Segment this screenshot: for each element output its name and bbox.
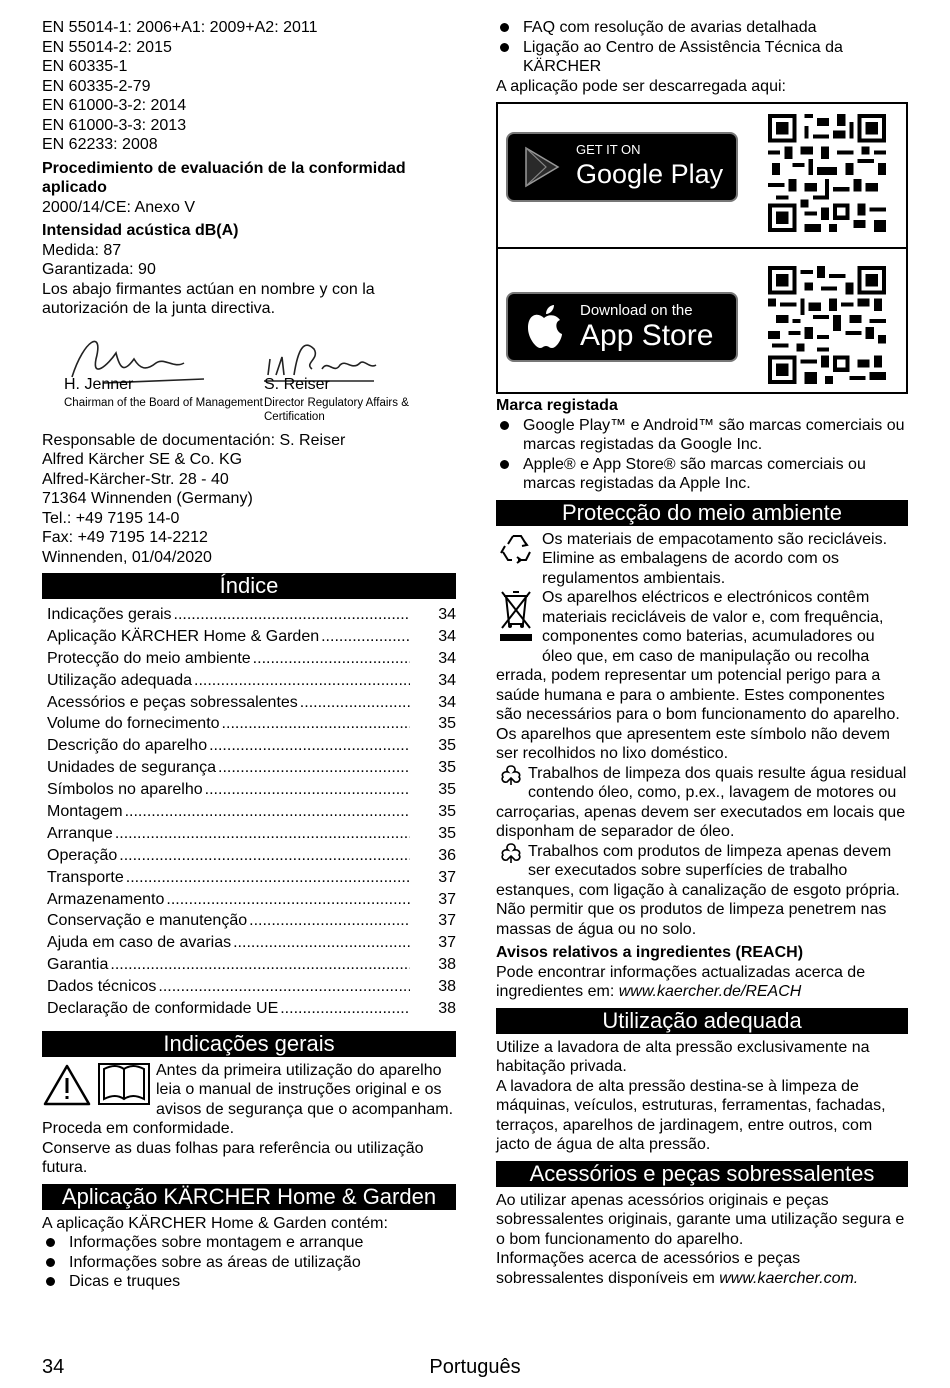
env-paragraph-3: Trabalhos de limpeza dos quais resulte água residual contendo óleo, como, p.ex., lavagem de motores ou carroçarias, apenas devem ser executados em locais que disponham de separador de óleo.: [496, 764, 907, 840]
toc-page: 35: [438, 759, 456, 777]
address-line: Alfred-Kärcher-Str. 28 - 40: [42, 470, 229, 488]
app-item: FAQ com resolução de avarias detalhada: [496, 18, 908, 38]
conformity-value: 2000/14/CE: Anexo V: [42, 198, 195, 216]
toc-page: 37: [438, 934, 456, 952]
accessories-link[interactable]: www.kaercher.com.: [719, 1269, 859, 1287]
toc-row[interactable]: [42, 605, 456, 627]
conformity-title: Procedimiento de evaluación de la conformidad aplicado: [42, 159, 406, 196]
sound-measured: Medida: 87: [42, 241, 122, 259]
manual-book-icon: [98, 1063, 150, 1105]
download-text: A aplicação pode ser descarregada aqui:: [496, 77, 786, 95]
toc-page: 34: [438, 649, 456, 667]
toc-page: 35: [438, 803, 456, 821]
app-item: Ligação ao Centro de Assistência Técnica da KÄRCHER: [496, 38, 908, 77]
app-item: Dicas e truques: [42, 1272, 456, 1292]
toc-row[interactable]: [42, 693, 456, 715]
apple-icon: [524, 304, 564, 350]
address-line: Winnenden, 01/04/2020: [42, 548, 212, 566]
address-line: Tel.: +49 7195 14-0: [42, 509, 180, 527]
general-section: [42, 1061, 456, 1178]
toc-page: 35: [438, 824, 456, 842]
toc-leader-dots: [222, 714, 410, 734]
toc-row[interactable]: [42, 758, 456, 780]
toc-row[interactable]: [42, 933, 456, 955]
toc-page: 35: [438, 737, 456, 755]
toc-row[interactable]: [42, 868, 456, 890]
toc-row[interactable]: [42, 714, 456, 736]
trademark-google: Google Play™ e Android™ são marcas comerciais ou marcas registadas da Google Inc.: [496, 416, 908, 455]
toc-page: 37: [438, 890, 456, 908]
toc-title: Declaração de conformidade UE: [47, 1000, 279, 1018]
toc-title: Acessórios e peças sobressalentes: [47, 693, 298, 711]
page-number: 34: [42, 1356, 65, 1378]
toc-leader-dots: [158, 977, 410, 997]
toc-title: Garantia: [47, 956, 109, 974]
env-paragraph-4: Trabalhos com produtos de limpeza apenas devem ser executados sobre superfícies de trabalho estanques, com ligação à canalização de esgoto própria. Não permitir que os produtos de limpeza penetrem nas massas de água ou no solo.: [496, 842, 900, 938]
toc-row[interactable]: [42, 671, 456, 693]
toc-title: Utilização adequada: [47, 671, 192, 689]
toc-page: 34: [438, 693, 456, 711]
toc-page: 37: [438, 912, 456, 930]
recycling-icon: [498, 532, 536, 568]
toc-page: 36: [438, 846, 456, 864]
qr-apple-image: [768, 266, 886, 384]
address-line: Alfred Kärcher SE & Co. KG: [42, 451, 243, 468]
app-store-small: Download on the: [580, 302, 693, 319]
warning-icon: [42, 1063, 92, 1107]
standard-line: EN 55014-1: 2006+A1: 2009+A2: 2011: [42, 19, 318, 36]
address-block: [42, 431, 456, 568]
left-column: [42, 18, 456, 1292]
toc-title: Conservação e manutenção: [47, 912, 248, 930]
store-box: [496, 102, 908, 394]
signer-2-title: Director Regulatory Affairs & Certification: [264, 396, 409, 423]
toc-title: Símbolos no aparelho: [47, 781, 203, 799]
signers-note: Los abajo firmantes actúan en nombre y con la autorización de la junta directiva.: [42, 280, 375, 317]
toc-title: Transporte: [47, 868, 124, 886]
toc-title: Indicações gerais: [47, 606, 172, 623]
toc-leader-dots: [253, 649, 410, 669]
toc-leader-dots: [249, 911, 410, 931]
toc-page: 38: [438, 1000, 456, 1018]
standard-line: EN 62233: 2008: [42, 136, 158, 153]
crossed-bin-icon: [500, 590, 532, 642]
toc-leader-dots: [233, 933, 410, 953]
toc-leader-dots: [280, 999, 410, 1019]
signer-1-name: H. Jenner: [64, 375, 134, 393]
google-play-badge[interactable]: [506, 132, 738, 202]
store-box-divider: [498, 247, 906, 249]
toc-title: Descrição do aparelho: [47, 737, 208, 755]
toc-leader-dots: [209, 736, 410, 756]
standard-line: EN 60335-1: [42, 58, 128, 75]
standard-line: EN 61000-3-3: 2013: [42, 116, 187, 134]
toc-leader-dots: [300, 693, 410, 713]
toc-row[interactable]: [42, 780, 456, 802]
toc-title: Armazenamento: [47, 890, 165, 908]
app-store-big: App Store: [580, 319, 714, 352]
toc-row[interactable]: [42, 802, 456, 824]
qr-code-google: [768, 114, 886, 232]
reach-text: Pode encontrar informações actualizadas acerca de ingredientes em: www.kaercher.de/REACH: [496, 963, 866, 1000]
toc-row[interactable]: [42, 736, 456, 758]
toc-leader-dots: [174, 605, 410, 625]
toc-title: Montagem: [47, 803, 123, 821]
standard-line: EN 61000-3-2: 2014: [42, 97, 187, 114]
standards-list: [42, 18, 456, 155]
google-play-small: GET IT ON: [576, 142, 641, 157]
general-text-2: Conserve as duas folhas para referência ou utilização futura.: [42, 1139, 424, 1177]
toc-title: Protecção do meio ambiente: [47, 649, 251, 667]
toc-title: Aplicação KÄRCHER Home & Garden: [47, 627, 320, 645]
accessories-heading: Acessórios e peças sobressalentes: [496, 1161, 908, 1187]
toc-row[interactable]: [42, 824, 456, 846]
reach-title: Avisos relativos a ingredientes (REACH): [496, 944, 804, 961]
cleaning-agent-icon: [498, 842, 524, 864]
toc-title: Operação: [47, 846, 118, 864]
use-paragraph-2: A lavadora de alta pressão destina-se à limpeza de máquinas, veículos, estruturas, ferramentas, fachadas, terraços, aparelhos de jardinagem, entre outros, com jacto de água de alta pressão.: [496, 1077, 886, 1153]
toc-page: 35: [438, 781, 456, 799]
trademark-apple: Apple® e App Store® são marcas comerciais ou marcas registadas da Apple Inc.: [496, 455, 908, 494]
toc-leader-dots: [205, 780, 410, 800]
general-heading: Indicações gerais: [42, 1031, 456, 1057]
sound-title: Intensidad acústica dB(A): [42, 222, 239, 239]
address-line: Responsable de documentación: S. Reiser: [42, 431, 346, 449]
app-store-badge[interactable]: [506, 292, 738, 362]
toc-leader-dots: [125, 802, 410, 822]
index-heading: Índice: [42, 573, 456, 599]
google-play-icon: [522, 146, 562, 188]
toc-row[interactable]: [42, 649, 456, 671]
signer-2-name: S. Reiser: [264, 375, 330, 393]
acc-paragraph-1: Ao utilizar apenas acessórios originais e peças sobressalentes originais, garante uma utilização segura e o bom funcionamento do aparelho.: [496, 1191, 905, 1248]
toc-leader-dots: [126, 868, 410, 888]
reach-link[interactable]: www.kaercher.de/REACH: [618, 983, 802, 1000]
toc-title: Volume do fornecimento: [47, 715, 220, 733]
toc-title: Unidades de segurança: [47, 759, 217, 777]
toc-row[interactable]: [42, 627, 456, 649]
env-paragraph-1: Os materiais de empacotamento são recicláveis. Elimine as embalagens de acordo com os regulamentos ambientais.: [542, 530, 888, 587]
toc-leader-dots: [115, 824, 410, 844]
toc-leader-dots: [321, 627, 410, 647]
use-heading: Utilização adequada: [496, 1008, 908, 1034]
signatures: [42, 319, 456, 423]
toc-row[interactable]: [42, 977, 456, 999]
toc-row[interactable]: [42, 999, 456, 1021]
standard-line: EN 55014-2: 2015: [42, 38, 172, 56]
app-item: Informações sobre montagem e arranque: [42, 1233, 456, 1253]
qr-code-apple: [768, 266, 886, 384]
toc-page: 38: [438, 956, 456, 974]
qr-google-image: [768, 114, 886, 232]
toc-leader-dots: [110, 955, 410, 975]
toc-title: Arranque: [47, 824, 113, 842]
toc-page: 34: [438, 627, 456, 645]
env-paragraph-2: Os aparelhos eléctricos e electrónicos contêm materiais recicláveis de valor e, com frequência, componentes como baterias, acumuladores ou óleo que, em caso de manipulação ou recolha errada, podem representar um potencial perigo para a saúde humana e para o ambiente. Estes componentes são necessários para o bom funcionamento do aparelho. Os aparelhos que apresentem este símbolo não devem ser recolhidos no lixo doméstico.: [496, 589, 900, 762]
table-of-contents: [42, 605, 456, 1021]
toc-leader-dots: [119, 846, 410, 866]
environment-heading: Protecção do meio ambiente: [496, 500, 908, 526]
toc-title: Dados técnicos: [47, 978, 157, 996]
toc-page: 34: [438, 671, 456, 689]
footer-language: Português: [429, 1356, 521, 1378]
address-line: Fax: +49 7195 14-2212: [42, 529, 208, 546]
acc-paragraph-2: Informações acerca de acessórios e peças sobressalentes disponíveis em www.kaercher.com.: [496, 1250, 859, 1287]
app-intro: A aplicação KÄRCHER Home & Garden contém:: [42, 1214, 388, 1232]
address-line: 71364 Winnenden (Germany): [42, 490, 253, 507]
toc-row[interactable]: [42, 955, 456, 977]
app-heading: Aplicação KÄRCHER Home & Garden: [42, 1184, 456, 1210]
toc-page: 38: [438, 978, 456, 996]
sound-guaranteed: Garantizada: 90: [42, 261, 156, 278]
app-item: Informações sobre as áreas de utilização: [42, 1253, 456, 1273]
toc-page: 35: [438, 715, 456, 733]
toc-title: Ajuda em caso de avarias: [47, 934, 232, 952]
general-text-1: Antes da primeira utilização do aparelho leia o manual de instruções original e os avisos de segurança que o acompanham. Proceda em conformidade.: [42, 1061, 454, 1138]
toc-leader-dots: [218, 758, 410, 778]
toc-page: 37: [438, 868, 456, 886]
toc-page: 34: [438, 606, 456, 623]
toc-leader-dots: [194, 671, 410, 691]
toc-row[interactable]: [42, 890, 456, 912]
oil-drop-icon: [498, 764, 524, 786]
right-column: [496, 18, 908, 1288]
google-play-big: Google Play: [576, 159, 724, 189]
signer-1-title: Chairman of the Board of Management: [64, 396, 263, 409]
toc-leader-dots: [166, 890, 410, 910]
standard-line: EN 60335-2-79: [42, 77, 151, 95]
environment-section: [496, 530, 908, 940]
toc-row[interactable]: [42, 911, 456, 933]
use-paragraph-1: Utilize a lavadora de alta pressão exclusivamente na habitação privada.: [496, 1038, 870, 1075]
trademark-title: Marca registada: [496, 397, 618, 414]
toc-row[interactable]: [42, 846, 456, 868]
